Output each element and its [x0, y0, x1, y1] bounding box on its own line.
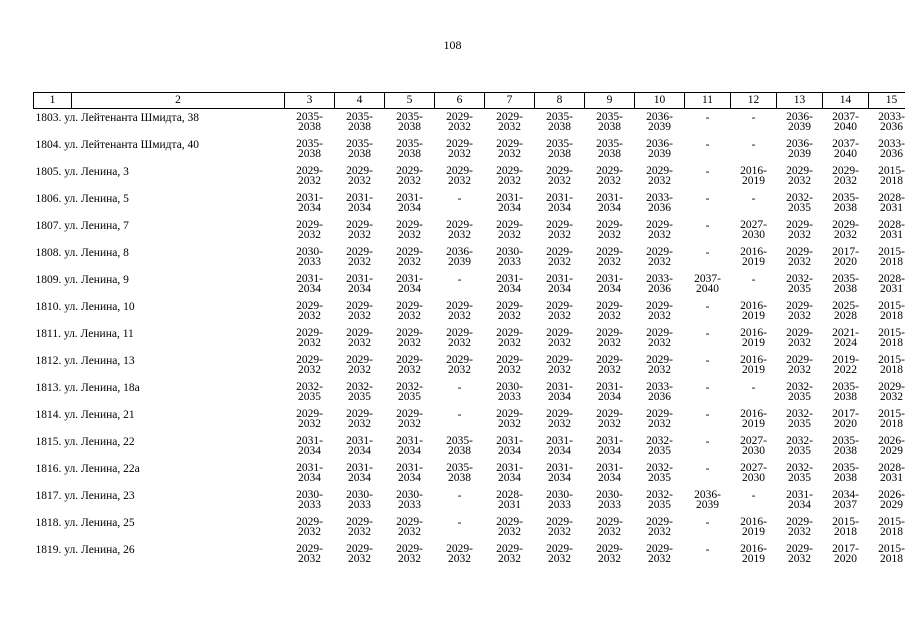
table-cell: 2035- 2038 [832, 192, 859, 214]
table-cell: 2029- 2032 [446, 327, 473, 349]
table-cell: 2029- 2032 [496, 111, 523, 133]
table-cell: 2030- 2033 [496, 246, 523, 268]
table-cell: 2028- 2031 [878, 219, 905, 241]
table-cell: 2017- 2020 [832, 543, 859, 565]
table-cell: 2029- 2032 [496, 516, 523, 538]
row-name: 1810. ул. Ленина, 10 [35, 301, 135, 313]
table-row [34, 244, 905, 271]
table-cell: 2016- 2019 [740, 327, 767, 349]
table-cell: 2029- 2032 [596, 219, 623, 241]
table-cell: - [457, 274, 462, 286]
table-cell: 2029- 2032 [346, 408, 373, 430]
table-cell: 2029- 2032 [496, 354, 523, 376]
table-cell: 2036- 2039 [646, 111, 673, 133]
table-cell: 2029- 2032 [296, 327, 323, 349]
table-cell: - [705, 355, 710, 367]
table-row [34, 163, 905, 190]
table-cell: - [705, 436, 710, 448]
table-row [34, 217, 905, 244]
table-cell: 2029- 2032 [346, 219, 373, 241]
table-cell: - [457, 382, 462, 394]
table-cell: 2029- 2032 [546, 327, 573, 349]
table-cell: 2032- 2035 [786, 381, 813, 403]
table-cell: 2033- 2036 [646, 273, 673, 295]
table-cell: - [751, 112, 756, 124]
table-cell: 2035- 2038 [832, 273, 859, 295]
table-cell: 2035- 2038 [296, 111, 323, 133]
table-cell: 2035- 2038 [396, 138, 423, 160]
table-cell: 2029- 2032 [786, 543, 813, 565]
row-name: 1804. ул. Лейтенанта Шмидта, 40 [35, 139, 200, 151]
table-row [34, 136, 905, 163]
table-cell: 2031- 2034 [596, 381, 623, 403]
table-cell: 2031- 2034 [346, 273, 373, 295]
table-cell: 2032- 2035 [786, 435, 813, 457]
table-cell: 2029- 2032 [646, 408, 673, 430]
table-cell: 2031- 2034 [396, 273, 423, 295]
table-cell: - [705, 193, 710, 205]
table-cell: 2030- 2033 [296, 246, 323, 268]
table-row [34, 487, 905, 514]
table-cell: 2029- 2032 [446, 354, 473, 376]
table-cell: 2027- 2030 [740, 219, 767, 241]
row-name: 1816. ул. Ленина, 22а [35, 463, 140, 475]
table-cell: 2029- 2032 [646, 543, 673, 565]
table-cell: 2032- 2035 [786, 462, 813, 484]
header-cell: 6 [435, 93, 485, 109]
row-name: 1811. ул. Ленина, 11 [35, 328, 134, 340]
table-cell: 2035- 2038 [546, 111, 573, 133]
table-cell: 2029- 2032 [878, 381, 905, 403]
table-cell: 2032- 2035 [346, 381, 373, 403]
table-cell: 2032- 2035 [786, 273, 813, 295]
table-cell: 2029- 2032 [396, 246, 423, 268]
table-cell: 2029- 2032 [446, 111, 473, 133]
table-cell: 2029- 2032 [786, 219, 813, 241]
table-cell: 2029- 2032 [646, 246, 673, 268]
table-cell: 2033- 2036 [878, 111, 905, 133]
table-cell: 2035- 2038 [346, 138, 373, 160]
table-cell: 2016- 2019 [740, 300, 767, 322]
table-cell: 2028- 2031 [878, 192, 905, 214]
table-cell: 2028- 2031 [878, 462, 905, 484]
table-cell: 2029- 2032 [446, 165, 473, 187]
table-cell: 2029- 2032 [396, 354, 423, 376]
table-cell: 2021- 2024 [832, 327, 859, 349]
table-cell: - [751, 193, 756, 205]
table-cell: 2015- 2018 [878, 165, 905, 187]
table-cell: 2016- 2019 [740, 543, 767, 565]
table-cell: 2032- 2035 [646, 489, 673, 511]
table-cell: 2029- 2032 [346, 165, 373, 187]
table-cell: - [457, 490, 462, 502]
table-cell: 2030- 2033 [596, 489, 623, 511]
table-cell: 2029- 2032 [446, 219, 473, 241]
header-cell: 9 [585, 93, 635, 109]
table-cell: 2029- 2032 [446, 543, 473, 565]
table-cell: 2030- 2033 [546, 489, 573, 511]
schedule-table [33, 92, 905, 568]
table-cell: 2031- 2034 [596, 435, 623, 457]
table-cell: 2029- 2032 [786, 516, 813, 538]
table-cell: 2029- 2032 [546, 408, 573, 430]
table-cell: 2036- 2039 [786, 111, 813, 133]
table-cell: 2031- 2034 [346, 192, 373, 214]
row-name: 1819. ул. Ленина, 26 [35, 544, 135, 556]
table-cell: 2031- 2034 [596, 192, 623, 214]
table-cell: 2035- 2038 [832, 435, 859, 457]
table-cell: 2032- 2035 [396, 381, 423, 403]
table-header [34, 93, 905, 109]
row-name: 1815. ул. Ленина, 22 [35, 436, 135, 448]
table-cell: 2016- 2019 [740, 516, 767, 538]
table-cell: 2031- 2034 [546, 435, 573, 457]
table-cell: 2031- 2034 [546, 462, 573, 484]
table-cell: 2029- 2032 [596, 408, 623, 430]
table-cell: 2032- 2035 [646, 435, 673, 457]
row-name: 1803. ул. Лейтенанта Шмидта, 38 [35, 112, 200, 124]
header-cell: 1 [34, 93, 72, 109]
table-cell: 2029- 2032 [596, 246, 623, 268]
table-cell: - [705, 139, 710, 151]
table-cell: 2031- 2034 [296, 462, 323, 484]
table-cell: 2033- 2036 [646, 381, 673, 403]
table-cell: 2029- 2032 [346, 246, 373, 268]
table-row [34, 379, 905, 406]
table-cell: 2029- 2032 [496, 543, 523, 565]
table-cell: 2037- 2040 [832, 111, 859, 133]
table-cell: 2029- 2032 [832, 165, 859, 187]
table-cell: 2029- 2032 [546, 246, 573, 268]
table-cell: 2030- 2033 [296, 489, 323, 511]
table-cell: 2029- 2032 [496, 138, 523, 160]
table-cell: - [705, 517, 710, 529]
table-cell: 2031- 2034 [296, 273, 323, 295]
table-cell: 2029- 2032 [546, 165, 573, 187]
table-cell: 2035- 2038 [832, 462, 859, 484]
table-cell: 2029- 2032 [296, 543, 323, 565]
header-cell: 14 [823, 93, 869, 109]
table-cell: - [457, 193, 462, 205]
header-cell: 3 [285, 93, 335, 109]
table-cell: 2029- 2032 [786, 354, 813, 376]
table-cell: 2029- 2032 [396, 327, 423, 349]
table-cell: 2037- 2040 [694, 273, 721, 295]
table-cell: 2029- 2032 [546, 300, 573, 322]
table-cell: 2026- 2029 [878, 435, 905, 457]
table-cell: 2029- 2032 [646, 219, 673, 241]
table-cell: 2029- 2032 [832, 219, 859, 241]
table-cell: 2029- 2032 [646, 327, 673, 349]
row-name: 1818. ул. Ленина, 25 [35, 517, 135, 529]
table-cell: 2029- 2032 [546, 354, 573, 376]
table-cell: - [705, 112, 710, 124]
table-cell: - [751, 490, 756, 502]
row-name: 1808. ул. Ленина, 8 [35, 247, 129, 259]
header-cell: 11 [685, 93, 731, 109]
row-name: 1805. ул. Ленина, 3 [35, 166, 129, 178]
table-cell: 2029- 2032 [446, 300, 473, 322]
table-cell: 2035- 2038 [446, 462, 473, 484]
table-cell: 2015- 2018 [878, 543, 905, 565]
table-cell: 2031- 2034 [496, 462, 523, 484]
table-cell: - [705, 247, 710, 259]
header-cell: 12 [731, 93, 777, 109]
row-name: 1806. ул. Ленина, 5 [35, 193, 129, 205]
table-cell: 2016- 2019 [740, 354, 767, 376]
table-cell: 2031- 2034 [496, 435, 523, 457]
table-cell: 2029- 2032 [346, 300, 373, 322]
table-cell: 2031- 2034 [296, 192, 323, 214]
table-row [34, 190, 905, 217]
table-row [34, 433, 905, 460]
table-cell: 2017- 2020 [832, 246, 859, 268]
table-cell: - [705, 328, 710, 340]
table-cell: 2030- 2033 [396, 489, 423, 511]
table-cell: - [705, 382, 710, 394]
row-name: 1814. ул. Ленина, 21 [35, 409, 135, 421]
table-body [34, 109, 905, 569]
table-cell: 2029- 2032 [296, 165, 323, 187]
table-cell: 2028- 2031 [878, 273, 905, 295]
table-cell: 2031- 2034 [546, 381, 573, 403]
table-cell: 2029- 2032 [396, 543, 423, 565]
table-cell: 2029- 2032 [296, 219, 323, 241]
table-row [34, 541, 905, 568]
table-cell: 2026- 2029 [878, 489, 905, 511]
table-cell: 2035- 2038 [346, 111, 373, 133]
table-cell: 2029- 2032 [296, 300, 323, 322]
table-cell: 2015- 2018 [878, 516, 905, 538]
table-cell: 2031- 2034 [396, 435, 423, 457]
table-cell: 2036- 2039 [786, 138, 813, 160]
table-cell: 2029- 2032 [786, 246, 813, 268]
table-cell: 2030- 2033 [496, 381, 523, 403]
table-cell: - [751, 139, 756, 151]
header-cell: 4 [335, 93, 385, 109]
table-cell: 2029- 2032 [786, 327, 813, 349]
table-cell: 2029- 2032 [396, 300, 423, 322]
table-cell: 2029- 2032 [596, 354, 623, 376]
table-cell: 2029- 2032 [396, 165, 423, 187]
table-cell: 2031- 2034 [396, 462, 423, 484]
header-cell: 5 [385, 93, 435, 109]
table-cell: 2015- 2018 [878, 246, 905, 268]
table-cell: 2029- 2032 [596, 543, 623, 565]
table-cell: - [457, 517, 462, 529]
table-cell: 2035- 2038 [446, 435, 473, 457]
table-cell: 2029- 2032 [546, 543, 573, 565]
table-cell: 2029- 2032 [646, 354, 673, 376]
table-cell: 2029- 2032 [546, 516, 573, 538]
table-cell: 2031- 2034 [496, 273, 523, 295]
table-cell: 2029- 2032 [786, 300, 813, 322]
table-cell: 2034- 2037 [832, 489, 859, 511]
table-cell: 2029- 2032 [396, 408, 423, 430]
table-cell: - [751, 274, 756, 286]
table-cell: 2029- 2032 [596, 516, 623, 538]
header-row [34, 93, 905, 109]
table-cell: 2036- 2039 [646, 138, 673, 160]
row-name: 1809. ул. Ленина, 9 [35, 274, 129, 286]
table-cell: - [705, 301, 710, 313]
header-cell: 13 [777, 93, 823, 109]
table-cell: 2029- 2032 [646, 516, 673, 538]
table-row [34, 514, 905, 541]
table-cell: 2029- 2032 [346, 327, 373, 349]
table-cell: 2029- 2032 [596, 327, 623, 349]
table-cell: 2029- 2032 [496, 327, 523, 349]
table-cell: 2030- 2033 [346, 489, 373, 511]
header-cell: 7 [485, 93, 535, 109]
table-cell: 2033- 2036 [646, 192, 673, 214]
table-cell: 2031- 2034 [546, 192, 573, 214]
table-row [34, 325, 905, 352]
table-cell: 2029- 2032 [496, 165, 523, 187]
table-cell: 2015- 2018 [832, 516, 859, 538]
table-cell: 2016- 2019 [740, 165, 767, 187]
table-cell: 2019- 2022 [832, 354, 859, 376]
table-cell: 2033- 2036 [878, 138, 905, 160]
table-cell: 2032- 2035 [646, 462, 673, 484]
table-cell: 2031- 2034 [596, 273, 623, 295]
table-cell: 2031- 2034 [396, 192, 423, 214]
table-cell: 2029- 2032 [496, 219, 523, 241]
table-cell: 2035- 2038 [546, 138, 573, 160]
header-cell: 10 [635, 93, 685, 109]
table-cell: 2029- 2032 [296, 408, 323, 430]
table-cell: 2029- 2032 [296, 516, 323, 538]
table-cell: 2029- 2032 [646, 165, 673, 187]
table-cell: 2035- 2038 [832, 381, 859, 403]
table-cell: 2027- 2030 [740, 462, 767, 484]
table-cell: 2036- 2039 [446, 246, 473, 268]
table-cell: - [751, 382, 756, 394]
table-cell: 2028- 2031 [496, 489, 523, 511]
row-name: 1813. ул. Ленина, 18а [35, 382, 140, 394]
table-cell: 2029- 2032 [396, 516, 423, 538]
table-cell: 2027- 2030 [740, 435, 767, 457]
table-cell: 2029- 2032 [646, 300, 673, 322]
table-cell: 2029- 2032 [346, 354, 373, 376]
table-cell: 2035- 2038 [596, 138, 623, 160]
table-cell: 2017- 2020 [832, 408, 859, 430]
table-cell: 2031- 2034 [346, 462, 373, 484]
table-cell: 2029- 2032 [496, 300, 523, 322]
table-cell: 2029- 2032 [496, 408, 523, 430]
table-cell: 2029- 2032 [396, 219, 423, 241]
table-cell: 2031- 2034 [786, 489, 813, 511]
table-cell: 2032- 2035 [786, 408, 813, 430]
table-cell: 2029- 2032 [596, 165, 623, 187]
table-cell: 2015- 2018 [878, 327, 905, 349]
table-cell: 2031- 2034 [596, 462, 623, 484]
header-cell: 8 [535, 93, 585, 109]
table-cell: 2031- 2034 [546, 273, 573, 295]
row-name: 1817. ул. Ленина, 23 [35, 490, 135, 502]
table-cell: 2015- 2018 [878, 354, 905, 376]
table-cell: 2029- 2032 [346, 543, 373, 565]
table-cell: - [705, 409, 710, 421]
row-name: 1807. ул. Ленина, 7 [35, 220, 129, 232]
table-cell: 2036- 2039 [694, 489, 721, 511]
table-cell: 2031- 2034 [346, 435, 373, 457]
table-cell: 2015- 2018 [878, 408, 905, 430]
table-row [34, 271, 905, 298]
table-row [34, 109, 905, 137]
table-row [34, 352, 905, 379]
table-cell: 2029- 2032 [786, 165, 813, 187]
table-cell: 2035- 2038 [596, 111, 623, 133]
table-cell: 2035- 2038 [296, 138, 323, 160]
table-cell: 2015- 2018 [878, 300, 905, 322]
table-cell: - [705, 544, 710, 556]
header-cell: 2 [72, 93, 285, 109]
table-cell: 2016- 2019 [740, 408, 767, 430]
table-cell: 2029- 2032 [546, 219, 573, 241]
table-cell: - [457, 409, 462, 421]
table-row [34, 298, 905, 325]
table-cell: - [705, 166, 710, 178]
table-cell: 2032- 2035 [786, 192, 813, 214]
table-cell: - [705, 220, 710, 232]
row-name: 1812. ул. Ленина, 13 [35, 355, 135, 367]
table-cell: 2016- 2019 [740, 246, 767, 268]
table-cell: 2025- 2028 [832, 300, 859, 322]
table-cell: 2037- 2040 [832, 138, 859, 160]
table-cell: 2031- 2034 [496, 192, 523, 214]
page-number: 108 [443, 38, 462, 52]
table-cell: 2031- 2034 [296, 435, 323, 457]
table-cell: 2032- 2035 [296, 381, 323, 403]
table-cell: 2029- 2032 [596, 300, 623, 322]
table-cell: 2029- 2032 [346, 516, 373, 538]
header-cell: 15 [869, 93, 905, 109]
table-cell: - [705, 463, 710, 475]
table-cell: 2029- 2032 [446, 138, 473, 160]
table-cell: 2035- 2038 [396, 111, 423, 133]
table-row [34, 406, 905, 433]
table-row [34, 460, 905, 487]
table-cell: 2029- 2032 [296, 354, 323, 376]
